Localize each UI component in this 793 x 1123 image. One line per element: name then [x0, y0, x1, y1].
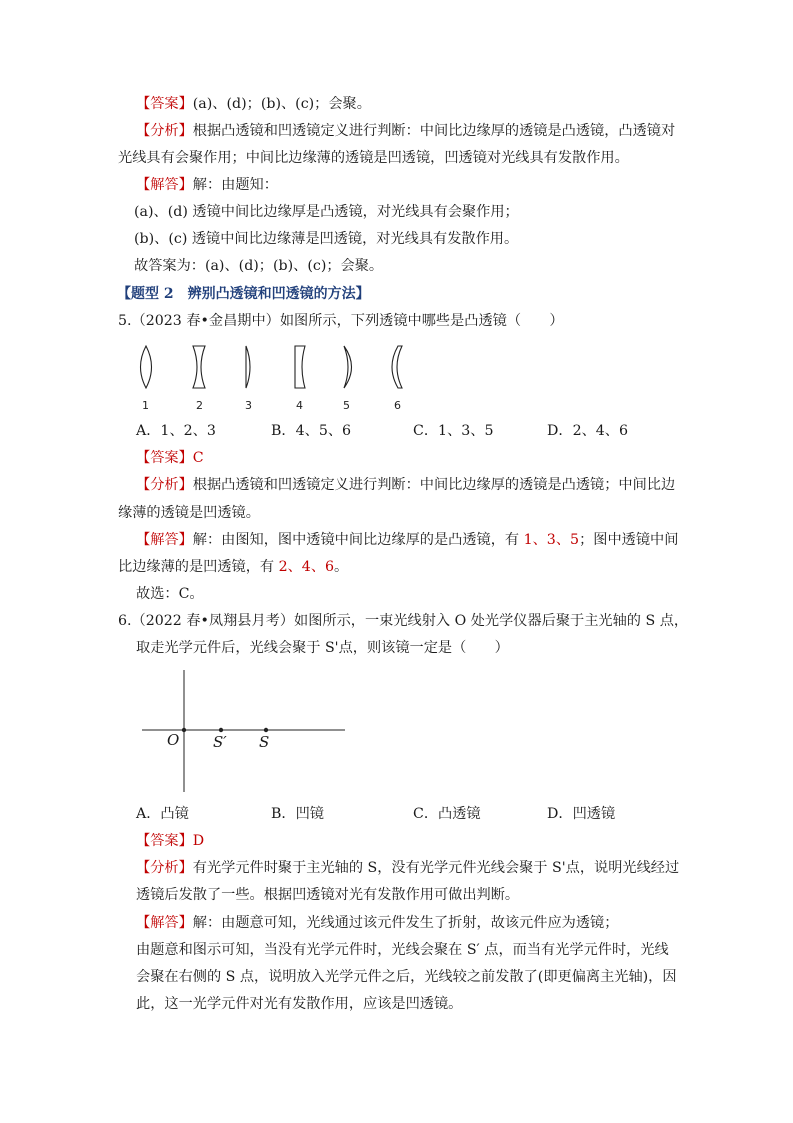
lens-figure [130, 342, 420, 392]
solution-tag: 【解答】 [136, 177, 193, 193]
q5-option-b: B．4、5、6 [271, 423, 352, 439]
q6-analysis-line-2: 透镜后发散了一些。根据凹透镜对光有发散作用可做出判断。 [136, 887, 520, 903]
lens-2-biconcave [193, 346, 205, 388]
answer-text: (a)、(d)；(b)、(c)；会聚。 [192, 96, 371, 112]
analysis-line-2: 光线具有会聚作用；中间比边缘薄的透镜是凹透镜，凹透镜对光线具有发散作用。 [118, 150, 629, 166]
q6-solution-line-1: 【解答】解：由题意可知，光线通过该元件发生了折射，故该元件应为透镜； [136, 915, 619, 931]
question-5-stem: 5.（2023 春•金昌期中）如图所示，下列透镜中哪些是凸透镜（ ） [118, 313, 564, 329]
lens-label-3: 3 [245, 399, 252, 412]
q5-option-d: D．2、4、6 [547, 423, 629, 439]
solution-line-1: 【解答】解：由题知： [136, 177, 278, 193]
point-s-prime [219, 728, 223, 732]
point-o [182, 728, 186, 732]
lens-label-4: 4 [296, 399, 303, 412]
q5-option-a: A．1、2、3 [136, 423, 216, 439]
lens-1-biconvex [141, 346, 152, 388]
q5-solution-line-3: 故选：C。 [136, 586, 204, 602]
q5-answer: 【答案】C [136, 450, 204, 466]
lens-label-5: 5 [343, 399, 350, 412]
lens-label-2: 2 [196, 399, 203, 412]
lens-6-concave-meniscus [392, 346, 402, 388]
lens-label-6: 6 [394, 399, 401, 412]
label-o: O [167, 731, 180, 749]
lens-4-plano-concave [295, 346, 305, 388]
section-heading: 【题型 2 辨别凸透镜和凹透镜的方法】 [117, 286, 370, 302]
q6-option-a: A．凸镜 [136, 806, 189, 822]
solution-line-3: (b)、(c) 透镜中间比边缘薄是凹透镜，对光线具有发散作用。 [134, 231, 519, 247]
answer-line-1 [136, 94, 371, 114]
q5-analysis-line-1: 【分析】根据凸透镜和凹透镜定义进行判断：中间比边缘厚的透镜是凸透镜；中间比边 [136, 477, 676, 493]
analysis-tag: 【分析】 [136, 123, 193, 139]
answer-tag: 【答案】 [136, 96, 193, 112]
lens-3-plano-convex [246, 346, 250, 388]
q6-answer: 【答案】D [136, 833, 205, 849]
q5-solution-line-2: 比边缘薄的是凹透镜，有 2、4、6。 [118, 559, 349, 575]
question-6-stem-1: 6.（2022 春•凤翔县月考）如图所示，一束光线射入 O 处光学仪器后聚于主光轴的 S 点， [118, 613, 689, 629]
q6-option-c: C．凸透镜 [413, 806, 481, 822]
q6-solution-line-4: 此，这一光学元件对光有发散作用，应该是凹透镜。 [136, 996, 463, 1012]
q5-analysis-line-2: 缘薄的透镜是凹透镜。 [118, 505, 260, 521]
q6-option-b: B．凹镜 [271, 806, 324, 822]
question-6-stem-2: 取走光学元件后，光线会聚于 S'点，则该镜一定是（ ） [136, 640, 509, 656]
q6-solution-line-3: 会聚在右侧的 S 点，说明放入光学元件之后，光线较之前发散了(即更偏离主光轴)，因 [136, 969, 677, 985]
q5-answer-value: C [192, 450, 204, 466]
label-s-prime: S′ [213, 733, 227, 751]
q6-option-d: D．凹透镜 [547, 806, 616, 822]
solution-line-4: 故答案为：(a)、(d)；(b)、(c)；会聚。 [134, 258, 384, 274]
lens-label-1: 1 [142, 399, 149, 412]
q5-solution-line-1: 【解答】解：由图知，图中透镜中间比边缘厚的是凸透镜，有 1、3、5；图中透镜中间 [136, 532, 679, 548]
analysis-line-1 [136, 121, 675, 141]
q6-analysis-line-1: 【分析】有光学元件时聚于主光轴的 S，没有光学元件光线会聚于 S'点，说明光线经过 [136, 860, 680, 876]
lens-5-convex-meniscus [344, 346, 352, 388]
solution-line-2: (a)、(d) 透镜中间比边缘厚是凸透镜，对光线具有会聚作用； [134, 204, 519, 220]
q6-solution-line-2: 由题意和图示可知，当没有光学元件时，光线会聚在 S′ 点，而当有光学元件时，光线 [136, 942, 669, 958]
label-s: S [259, 733, 270, 751]
q5-option-c: C．1、3、5 [413, 423, 494, 439]
point-s [264, 728, 268, 732]
q6-answer-value: D [192, 833, 205, 849]
analysis-text: 根据凸透镜和凹透镜定义进行判断：中间比边缘厚的透镜是凸透镜，凸透镜对 [192, 123, 676, 139]
